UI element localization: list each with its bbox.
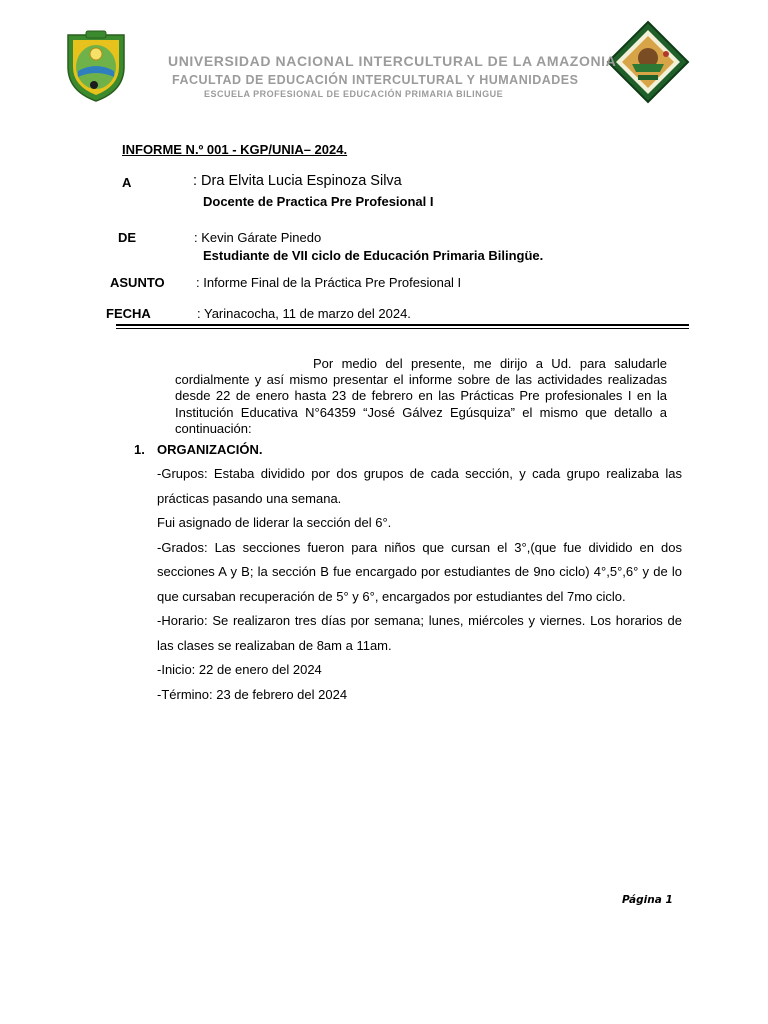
page-number: Página 1 bbox=[622, 894, 673, 906]
to-label: A bbox=[122, 175, 132, 190]
section-number: 1. bbox=[134, 442, 145, 457]
faculty-name: FACULTAD DE EDUCACIÓN INTERCULTURAL Y HUMANIDADES bbox=[172, 73, 579, 87]
end-date-paragraph: -Término: 23 de febrero del 2024 bbox=[157, 686, 348, 702]
intro-text: Por medio del presente, me dirijo a Ud. para saludarle cordialmente y así mismo presentar el informe sobre de las actividades realizadas desde 22 de enero hasta 23 de febrero en las Prácticas Pre profesionales I en la Institución Educativa N°64359 “José Gálvez Egúsquiza” el mismo que detallo a continuación: bbox=[175, 356, 667, 436]
subject-value: : Informe Final de la Práctica Pre Profesional I bbox=[196, 275, 462, 290]
from-subtitle: Estudiante de VII ciclo de Educación Primaria Bilingüe. bbox=[203, 248, 544, 263]
date-label: FECHA bbox=[106, 306, 151, 321]
assignment-paragraph: Fui asignado de liderar la sección del 6°. bbox=[157, 515, 392, 530]
grades-paragraph: -Grados: Las secciones fueron para niños que cursan el 3°,(que fue dividido en dos secciones A y B; la sección B fue encargado por estudiantes de 9no ciclo) 4°,5°,6° y de lo que cursaban recuperación de 5° y 6°, encargados por estudiantes del 7mo ciclo. bbox=[157, 539, 682, 604]
section-title: ORGANIZACIÓN. bbox=[157, 442, 263, 457]
from-label: DE bbox=[118, 230, 137, 245]
from-value: : Kevin Gárate Pinedo bbox=[194, 230, 322, 245]
intro-paragraph bbox=[175, 356, 667, 437]
to-value: : Dra Elvita Lucia Espinoza Silva bbox=[193, 173, 402, 189]
university-seal-icon bbox=[62, 27, 130, 103]
start-date-paragraph: -Inicio: 22 de enero del 2024 bbox=[157, 662, 322, 677]
to-subtitle: Docente de Practica Pre Profesional I bbox=[203, 194, 434, 209]
header-divider-thick bbox=[116, 324, 689, 326]
subject-label: ASUNTO bbox=[110, 275, 165, 290]
header-divider-thin bbox=[116, 328, 689, 329]
groups-paragraph: -Grupos: Estaba dividido por dos grupos de cada sección, y cada grupo realizaba las prácticas pasando una semana. bbox=[157, 466, 682, 506]
school-name: ESCUELA PROFESIONAL DE EDUCACIÓN PRIMARIA BILINGUE bbox=[204, 89, 504, 99]
university-name: UNIVERSIDAD NACIONAL INTERCULTURAL DE LA AMAZONIA bbox=[168, 53, 617, 69]
section-body bbox=[157, 462, 682, 707]
memo-title: INFORME N.º 001 - KGP/UNIA– 2024. bbox=[122, 142, 348, 157]
faculty-diamond-emblem-icon bbox=[606, 20, 690, 104]
date-value: : Yarinacocha, 11 de marzo del 2024. bbox=[197, 306, 411, 321]
schedule-paragraph: -Horario: Se realizaron tres días por semana; lunes, miércoles y viernes. Los horarios de las clases se realizaban de 8am a 11am. bbox=[157, 613, 682, 653]
